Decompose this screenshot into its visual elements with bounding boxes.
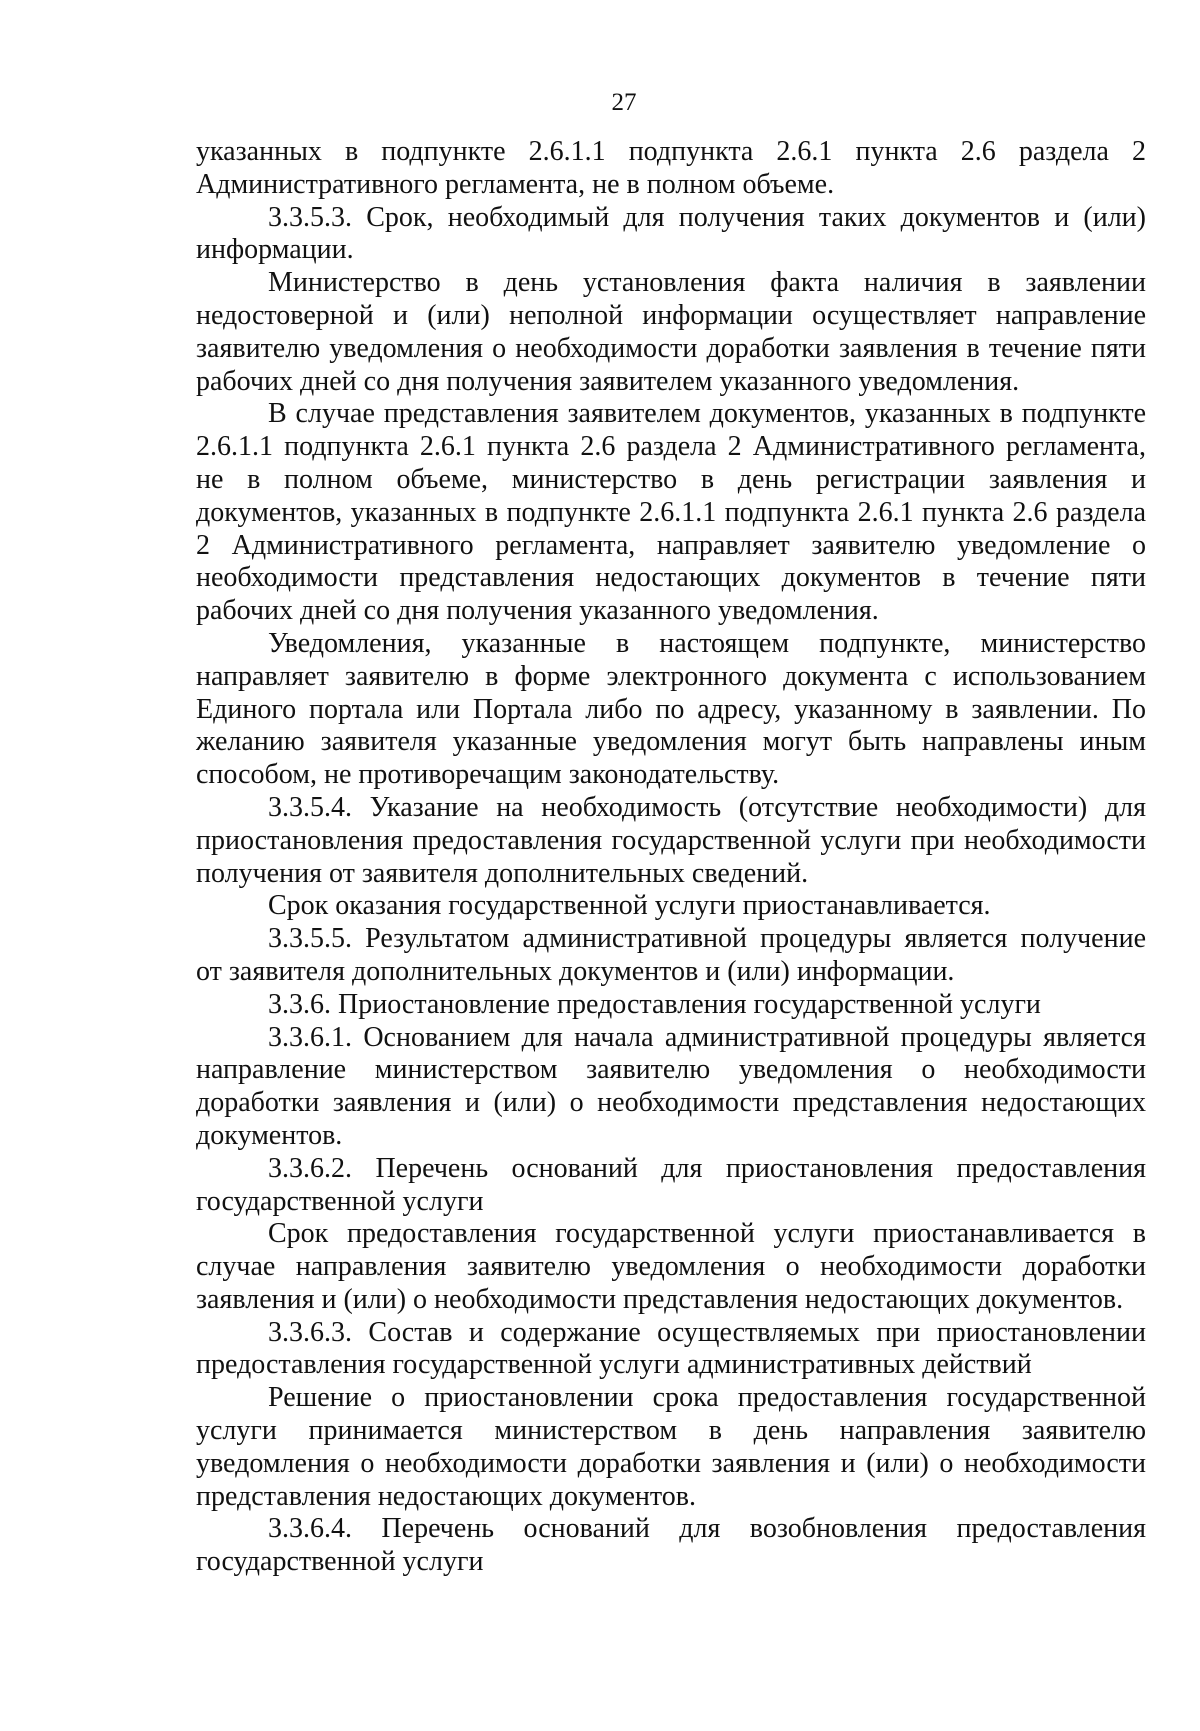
paragraph: 3.3.6.3. Состав и содержание осуществляемых при приостановлении предоставления государственной услуги административных действий bbox=[196, 1316, 1146, 1381]
paragraph: Решение о приостановлении срока предоставления государственной услуги принимается министерством в день направления заявителю уведомления о необходимости доработки заявления и (или) о необходимости представления недостающих документов. bbox=[196, 1382, 1146, 1512]
paragraph: 3.3.5.4. Указание на необходимость (отсутствие необходимости) для приостановления предоставления государственной услуги при необходимости получения от заявителя дополнительных сведений. bbox=[196, 791, 1146, 889]
paragraph: указанных в подпункте 2.6.1.1 подпункта 2.6.1 пункта 2.6 раздела 2 Административного регламента, не в полном объеме. bbox=[196, 136, 1146, 200]
paragraph: Уведомления, указанные в настоящем подпункте, министерство направляет заявителю в форме электронного документа с использованием Единого портала или Портала либо по адресу, указанному в заявлении. По желанию заявителя указанные уведомления могут быть направлены иным способом, не противоречащим законодательству. bbox=[196, 627, 1146, 791]
paragraph: 3.3.6.1. Основанием для начала административной процедуры является направление министерством заявителю уведомления о необходимости доработки заявления и (или) о необходимости представления недостающих документов. bbox=[196, 1021, 1146, 1151]
paragraph: Министерство в день установления факта наличия в заявлении недостоверной и (или) неполной информации осуществляет направление заявителю уведомления о необходимости доработки заявления в течение пяти рабочих дней со дня получения заявителем указанного уведомления. bbox=[196, 267, 1146, 397]
paragraph: 3.3.5.3. Срок, необходимый для получения таких документов и (или) информации. bbox=[196, 201, 1146, 266]
paragraph: 3.3.6.4. Перечень оснований для возобновления предоставления государственной услуги bbox=[196, 1513, 1146, 1578]
paragraph: В случае представления заявителем документов, указанных в подпункте 2.6.1.1 подпункта 2.6.1 пункта 2.6 раздела 2 Административного регламента, не в полном объеме, министерство в день регистрации заявления и документов, указанных в подпункте 2.6.1.1 подпункта 2.6.1 пункта 2.6 раздела 2 Административного регламента, направляет заявителю уведомление о необходимости представления недостающих документов в течение пяти рабочих дней со дня получения указанного уведомления. bbox=[196, 398, 1146, 627]
section-heading: 3.3.6. Приостановление предоставления государственной услуги bbox=[268, 988, 1041, 1020]
document-body bbox=[196, 136, 1146, 1579]
paragraph: 3.3.5.5. Результатом административной процедуры является получение от заявителя дополнительных документов и (или) информации. bbox=[196, 923, 1146, 987]
paragraph: Срок предоставления государственной услуги приостанавливается в случае направления заявителю уведомления о необходимости доработки заявления и (или) о необходимости представления недостающих документов. bbox=[196, 1218, 1146, 1315]
paragraph: Срок оказания государственной услуги приостанавливается. bbox=[268, 890, 991, 922]
page-number: 27 bbox=[611, 89, 637, 116]
paragraph: 3.3.6.2. Перечень оснований для приостановления предоставления государственной услуги bbox=[196, 1152, 1146, 1217]
